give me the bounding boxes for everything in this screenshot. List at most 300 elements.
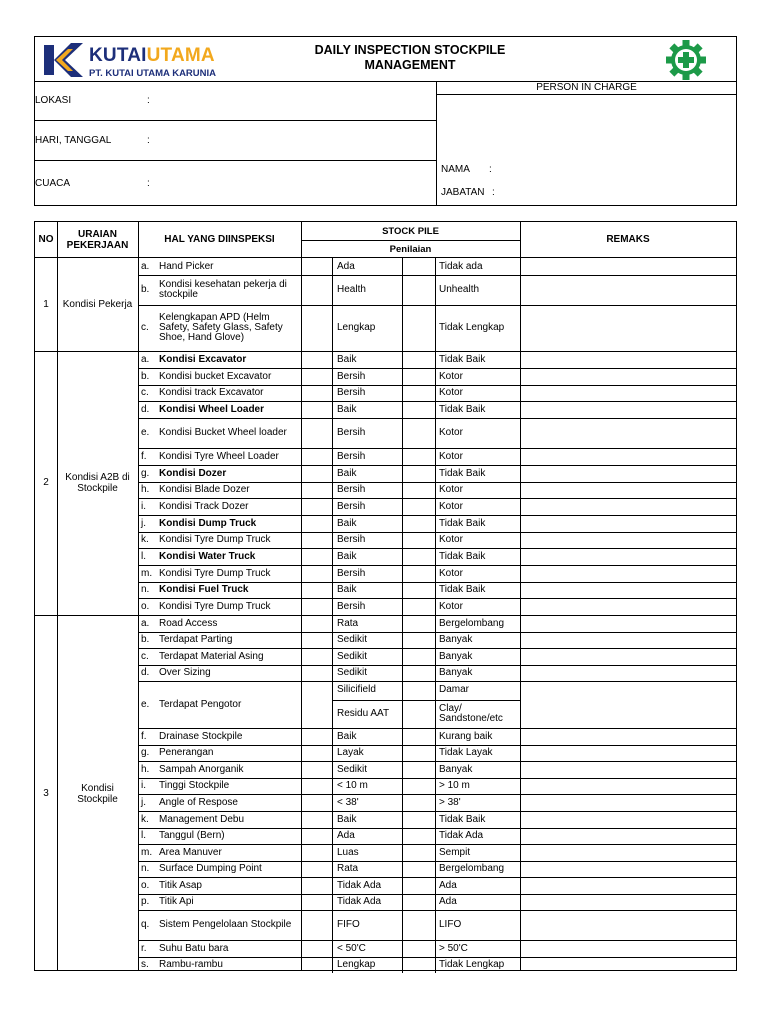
- item-description: Kondisi Bucket Wheel loader: [159, 427, 287, 438]
- group-name: Kondisi A2B di: [65, 472, 130, 483]
- rating-checkbox-option-1[interactable]: [303, 941, 331, 956]
- checkbox-left-edge: [332, 515, 333, 532]
- rating-checkbox-option-2[interactable]: [403, 369, 434, 384]
- remarks-cell[interactable]: [521, 369, 735, 384]
- rating-option-2: > 50'C: [439, 943, 468, 954]
- group-number: 2: [43, 477, 49, 488]
- item-description: Hand Picker: [159, 261, 214, 272]
- item-letter: b.: [141, 284, 150, 295]
- group-name: Stockpile: [77, 794, 118, 805]
- checkbox-divider: [435, 498, 436, 515]
- remarks-cell[interactable]: [521, 259, 735, 274]
- checkbox-divider: [435, 401, 436, 418]
- item-letter: d.: [141, 667, 150, 678]
- checkbox-divider: [435, 448, 436, 465]
- item-letter: h.: [141, 764, 150, 775]
- rating-option-1: Rata: [337, 618, 359, 629]
- checkbox-divider: [435, 565, 436, 582]
- group-name: Kondisi: [81, 783, 114, 794]
- remarks-cell[interactable]: [521, 449, 735, 464]
- rating-checkbox-option-2[interactable]: [403, 483, 434, 497]
- rating-checkbox-option-2[interactable]: [403, 633, 434, 647]
- rating-checkbox-option-1[interactable]: [303, 599, 331, 614]
- checkbox-divider: [435, 615, 436, 632]
- rating-option-2: Kotor: [439, 387, 463, 398]
- document-title: [275, 43, 545, 73]
- checkbox-left-edge: [332, 615, 333, 632]
- item-description: Kondisi bucket Excavator: [159, 371, 272, 382]
- group-name: Stockpile: [77, 483, 118, 494]
- rating-option-1: Bersih: [337, 501, 366, 512]
- item-letter: i.: [141, 780, 146, 791]
- rating-checkbox-option-2[interactable]: [403, 616, 434, 631]
- field-hari-tanggal-colon: :: [147, 135, 150, 146]
- remarks-cell[interactable]: [521, 682, 735, 727]
- rating-checkbox-option-1[interactable]: [303, 402, 331, 417]
- field-cuaca-colon: :: [147, 178, 150, 189]
- rating-checkbox-option-2[interactable]: [403, 533, 434, 547]
- checkbox-left-edge: [332, 418, 333, 448]
- rating-checkbox-option-2[interactable]: [403, 276, 434, 304]
- rating-checkbox-option-1[interactable]: [303, 449, 331, 464]
- item-letter: c.: [141, 651, 149, 662]
- rating-option-1: Sedikit: [337, 764, 368, 775]
- remarks-cell[interactable]: [521, 276, 735, 304]
- remarks-cell[interactable]: [521, 583, 735, 597]
- safety-cross-gear-icon: [663, 39, 709, 81]
- item-letter: n.: [141, 584, 150, 595]
- checkbox-left-edge: [332, 482, 333, 498]
- checkbox-left-edge: [332, 351, 333, 368]
- remarks-cell[interactable]: [521, 386, 735, 400]
- item-description: Sistem Pengelolaan Stockpile: [159, 919, 292, 930]
- column-header-no: NO: [38, 234, 54, 245]
- rating-option-2b: Clay/: [439, 703, 462, 714]
- remarks-cell[interactable]: [521, 746, 735, 760]
- rating-option-1: Luas: [337, 847, 359, 858]
- col-divider-no: [57, 222, 58, 970]
- document-title-line-2: MANAGEMENT: [364, 58, 456, 72]
- rating-checkbox-option-2[interactable]: [403, 499, 434, 514]
- person-in-charge-box: [437, 82, 736, 206]
- rating-option-1: Baik: [337, 354, 357, 365]
- checkbox-divider: [435, 598, 436, 615]
- document-title-line-1: DAILY INSPECTION STOCKPILE: [314, 43, 506, 57]
- rating-checkbox-option-2[interactable]: [403, 779, 434, 793]
- item-letter: a.: [141, 354, 150, 365]
- rating-option-1: Bersih: [337, 371, 366, 382]
- item-description: Kondisi Wheel Loader: [159, 404, 265, 415]
- item-description: Kondisi Excavator: [159, 354, 247, 365]
- group-number: 1: [43, 299, 49, 310]
- rating-checkbox-option-2[interactable]: [403, 466, 434, 481]
- rating-checkbox-option-2[interactable]: [403, 649, 434, 664]
- rating-option-2: Banyak: [439, 764, 473, 775]
- rating-checkbox-option-1[interactable]: [303, 779, 331, 793]
- checkbox-left-edge: [332, 448, 333, 465]
- checkbox-left-edge: [332, 665, 333, 681]
- item-letter: b.: [141, 634, 150, 645]
- checkbox-left-edge: [332, 498, 333, 515]
- rating-checkbox-option-1[interactable]: [303, 352, 331, 367]
- brand-name-part-2: UTAMA: [146, 45, 215, 66]
- item-description: Angle of Respose: [159, 797, 238, 808]
- remarks-cell[interactable]: [521, 616, 735, 631]
- rating-option-1: Tidak Ada: [337, 880, 382, 891]
- rating-checkbox-option-2[interactable]: [403, 845, 434, 860]
- remarks-cell[interactable]: [521, 829, 735, 843]
- checkbox-divider: [435, 681, 436, 728]
- rating-checkbox-option-2[interactable]: [403, 386, 434, 400]
- item-letter: g.: [141, 468, 150, 479]
- rating-checkbox-option-2[interactable]: [403, 746, 434, 760]
- item-letter: k.: [141, 534, 149, 545]
- remarks-cell[interactable]: [521, 516, 735, 531]
- rating-option-2: Kotor: [439, 427, 463, 438]
- rating-option-2: Ada: [439, 896, 457, 907]
- remarks-cell[interactable]: [521, 895, 735, 909]
- rating-option-1: Baik: [337, 814, 357, 825]
- rating-checkbox-option-1[interactable]: [303, 911, 331, 939]
- rating-option-1: FIFO: [337, 919, 360, 930]
- checkbox-left-edge: [332, 877, 333, 894]
- checkbox-left-edge: [332, 465, 333, 482]
- remarks-cell[interactable]: [521, 599, 735, 614]
- rating-checkbox-option-1[interactable]: [303, 549, 331, 564]
- header-title-row: [35, 37, 736, 82]
- checkbox-divider: [435, 761, 436, 778]
- rating-checkbox-option-2[interactable]: [403, 862, 434, 876]
- checkbox-left-edge: [332, 761, 333, 778]
- rating-checkbox-option-2[interactable]: [403, 583, 434, 597]
- remarks-cell[interactable]: [521, 306, 735, 350]
- rating-option-2: Tidak Baik: [439, 551, 486, 562]
- rating-checkbox-option-1[interactable]: [303, 566, 331, 581]
- checkbox-divider: [435, 665, 436, 681]
- remarks-cell[interactable]: [521, 483, 735, 497]
- remarks-cell[interactable]: [521, 549, 735, 564]
- rating-checkbox-option-1[interactable]: [303, 862, 331, 876]
- rating-option-2: Bergelombang: [439, 618, 505, 629]
- checkbox-left-edge: [332, 861, 333, 877]
- rating-checkbox-option-2[interactable]: [403, 566, 434, 581]
- item-letter: f.: [141, 731, 147, 742]
- rating-option-2: Banyak: [439, 667, 473, 678]
- rating-option-2: Tidak Lengkap: [439, 959, 505, 970]
- rating-option-2: Damar: [439, 684, 470, 695]
- item-letter: l.: [141, 551, 146, 562]
- item-description: Kondisi Fuel Truck: [159, 584, 249, 595]
- checkbox-divider: [435, 305, 436, 351]
- item-letter: b.: [141, 371, 150, 382]
- rating-option-1: Lengkap: [337, 959, 376, 970]
- rating-checkbox-option-2[interactable]: [403, 419, 434, 447]
- header-bottom-line: [35, 257, 736, 258]
- item-description: Kondisi Tyre Wheel Loader: [159, 451, 279, 462]
- kutai-utama-logo-icon: [41, 41, 85, 79]
- item-description: Terdapat Material Asing: [159, 651, 264, 662]
- item-letter: j.: [141, 797, 146, 808]
- rating-option-2: Tidak Baik: [439, 518, 486, 529]
- column-header-uraian-line-2: PEKERJAAN: [66, 240, 129, 251]
- remarks-cell[interactable]: [521, 762, 735, 777]
- rating-checkbox-option-2[interactable]: [403, 352, 434, 367]
- rating-checkbox-option-1[interactable]: [303, 649, 331, 664]
- item-description: Shoe, Hand Glove): [159, 332, 245, 343]
- rating-checkbox-option-2[interactable]: [403, 729, 434, 744]
- item-description: Kondisi Blade Dozer: [159, 484, 250, 495]
- checkbox-left-edge: [332, 648, 333, 665]
- item-letter: o.: [141, 880, 150, 891]
- remarks-cell[interactable]: [521, 729, 735, 744]
- rating-option-2: Kotor: [439, 601, 463, 612]
- item-description: Tanggul (Bern): [159, 830, 225, 841]
- item-letter: o.: [141, 601, 150, 612]
- remarks-cell[interactable]: [521, 812, 735, 827]
- item-letter: r.: [141, 943, 147, 954]
- rating-checkbox-option-2[interactable]: [403, 812, 434, 827]
- checkbox-divider: [435, 532, 436, 548]
- item-letter: l.: [141, 830, 146, 841]
- remarks-cell[interactable]: [521, 649, 735, 664]
- rating-checkbox-option-1[interactable]: [303, 795, 331, 810]
- rating-checkbox-option-1[interactable]: [303, 829, 331, 843]
- item-letter: e.: [141, 427, 150, 438]
- item-description: Kondisi Water Truck: [159, 551, 256, 562]
- rating-checkbox-option-1[interactable]: [303, 369, 331, 384]
- remarks-cell[interactable]: [521, 958, 735, 972]
- rating-checkbox-option-1[interactable]: [303, 666, 331, 680]
- rating-checkbox-option-2[interactable]: [403, 878, 434, 893]
- checkbox-divider: [435, 778, 436, 794]
- rating-checkbox-option-2[interactable]: [403, 762, 434, 777]
- rating-option-2: Kotor: [439, 371, 463, 382]
- item-description: Drainase Stockpile: [159, 731, 243, 742]
- item-description: Kondisi kesehatan pekerja di: [159, 279, 287, 290]
- rating-checkbox-option-2[interactable]: [403, 895, 434, 909]
- field-hari-tanggal-label: HARI, TANGGAL: [35, 135, 112, 146]
- rating-checkbox-option-1[interactable]: [303, 466, 331, 481]
- inspection-table: [34, 221, 737, 971]
- checkbox-left-edge: [332, 632, 333, 648]
- rating-checkbox-option-2[interactable]: [403, 829, 434, 843]
- rating-option-2: Kurang baik: [439, 731, 493, 742]
- rating-checkbox-option-1[interactable]: [303, 762, 331, 777]
- rating-option-1: Silicifield: [337, 684, 376, 695]
- rating-checkbox-option-2[interactable]: [403, 306, 434, 350]
- rating-option-2: Kotor: [439, 534, 463, 545]
- remarks-cell[interactable]: [521, 419, 735, 447]
- rating-option-2: Bergelombang: [439, 863, 505, 874]
- remarks-cell[interactable]: [521, 566, 735, 581]
- rating-option-1: Bersih: [337, 534, 366, 545]
- rating-checkbox-option-1[interactable]: [303, 386, 331, 400]
- rating-checkbox-option-1[interactable]: [303, 682, 331, 727]
- jabatan-colon: :: [492, 187, 495, 198]
- col-divider-hal: [301, 222, 302, 970]
- rating-checkbox-option-2[interactable]: [403, 795, 434, 810]
- field-lokasi: [35, 82, 436, 121]
- remarks-cell[interactable]: [521, 911, 735, 939]
- item-description: Safety, Safety Glass, Safety: [159, 322, 283, 333]
- rating-option-1: Bersih: [337, 484, 366, 495]
- rating-option-1: Baik: [337, 468, 357, 479]
- document-header: [34, 36, 737, 206]
- rating-checkbox-option-1[interactable]: [303, 616, 331, 631]
- rating-checkbox-option-1[interactable]: [303, 878, 331, 893]
- checkbox-left-edge: [332, 401, 333, 418]
- rating-checkbox-option-1[interactable]: [303, 583, 331, 597]
- nama-colon: :: [489, 164, 492, 175]
- rating-checkbox-option-2[interactable]: [403, 259, 434, 274]
- rating-checkbox-option-2[interactable]: [403, 666, 434, 680]
- item-description: Road Access: [159, 618, 218, 629]
- rating-checkbox-option-1[interactable]: [303, 845, 331, 860]
- rating-option-1b: Residu AAT: [337, 708, 390, 719]
- rating-option-2: Banyak: [439, 634, 473, 645]
- rating-checkbox-option-2[interactable]: [403, 402, 434, 417]
- item-description: Kondisi Tyre Dump Truck: [159, 568, 271, 579]
- group-number: 3: [43, 788, 49, 799]
- remarks-cell[interactable]: [521, 862, 735, 876]
- field-cuaca-label: CUACA: [35, 178, 71, 189]
- remarks-cell[interactable]: [521, 533, 735, 547]
- remarks-cell[interactable]: [521, 845, 735, 860]
- rating-checkbox-option-1[interactable]: [303, 259, 331, 274]
- item-letter: i.: [141, 501, 146, 512]
- rating-option-2: Tidak Lengkap: [439, 322, 505, 333]
- header-info-fields: [35, 82, 437, 206]
- remarks-cell[interactable]: [521, 941, 735, 956]
- rating-option-2: Kotor: [439, 484, 463, 495]
- item-description: Surface Dumping Point: [159, 863, 262, 874]
- remarks-cell[interactable]: [521, 795, 735, 810]
- item-description: Suhu Batu bara: [159, 943, 229, 954]
- item-description: Kondisi track Excavator: [159, 387, 264, 398]
- rating-checkbox-option-2[interactable]: [403, 958, 434, 972]
- rating-checkbox-option-1[interactable]: [303, 483, 331, 497]
- rating-option-2: > 10 m: [439, 780, 470, 791]
- checkbox-divider: [435, 745, 436, 761]
- column-header-stock-pile: STOCK PILE: [382, 226, 439, 237]
- rating-option-1: Baik: [337, 584, 357, 595]
- rating-option-1: Sedikit: [337, 634, 368, 645]
- rating-checkbox-option-2[interactable]: [403, 449, 434, 464]
- checkbox-divider: [435, 548, 436, 565]
- checkbox-left-edge: [332, 957, 333, 973]
- item-description: Kelengkapan APD (Helm: [159, 312, 270, 323]
- column-header-remaks: REMAKS: [606, 234, 650, 245]
- remarks-cell[interactable]: [521, 466, 735, 481]
- rating-checkbox-option-1[interactable]: [303, 729, 331, 744]
- rating-checkbox-option-2[interactable]: [403, 516, 434, 531]
- checkbox-divider: [435, 385, 436, 401]
- checkbox-divider: [435, 582, 436, 598]
- rating-checkbox-option-1[interactable]: [303, 499, 331, 514]
- remarks-cell[interactable]: [521, 779, 735, 793]
- rating-option-1: Baik: [337, 404, 357, 415]
- checkbox-left-edge: [332, 368, 333, 385]
- rating-checkbox-option-1[interactable]: [303, 533, 331, 547]
- item-letter: k.: [141, 814, 149, 825]
- checkbox-left-edge: [332, 598, 333, 615]
- remarks-cell[interactable]: [521, 499, 735, 514]
- checkbox-left-edge: [332, 385, 333, 401]
- rating-checkbox-option-2[interactable]: [403, 941, 434, 956]
- checkbox-divider: [435, 877, 436, 894]
- remarks-cell[interactable]: [521, 878, 735, 893]
- checkbox-divider: [435, 258, 436, 275]
- rating-option-2: Sempit: [439, 847, 471, 858]
- rating-checkbox-option-1[interactable]: [303, 306, 331, 350]
- checkbox-divider: [435, 418, 436, 448]
- rating-option-2: Kotor: [439, 501, 463, 512]
- rating-option-2: Tidak Baik: [439, 814, 486, 825]
- rating-checkbox-option-1[interactable]: [303, 516, 331, 531]
- checkbox-divider: [435, 368, 436, 385]
- rating-checkbox-option-1[interactable]: [303, 958, 331, 972]
- rating-option-1: Bersih: [337, 427, 366, 438]
- item-letter: e.: [141, 699, 150, 710]
- rating-checkbox-option-2[interactable]: [403, 911, 434, 939]
- item-description: Sampah Anorganik: [159, 764, 244, 775]
- item-letter: d.: [141, 404, 150, 415]
- checkbox-divider: [435, 794, 436, 811]
- remarks-cell[interactable]: [521, 633, 735, 647]
- checkbox-divider: [435, 648, 436, 665]
- item-description: Kondisi Track Dozer: [159, 501, 249, 512]
- rating-option-2: Tidak Baik: [439, 404, 486, 415]
- item-letter: j.: [141, 518, 146, 529]
- rating-checkbox-option-1[interactable]: [303, 276, 331, 304]
- checkbox-divider: [435, 515, 436, 532]
- column-header-penilaian: Penilaian: [389, 244, 432, 255]
- item-letter: h.: [141, 484, 150, 495]
- rating-option-1: Sedikit: [337, 667, 368, 678]
- checkbox-divider: [435, 632, 436, 648]
- jabatan-label: JABATAN: [441, 187, 485, 198]
- rating-option-2b: Sandstone/etc: [439, 713, 503, 724]
- rating-option-1: Baik: [337, 518, 357, 529]
- item-description: Kondisi Tyre Dump Truck: [159, 534, 271, 545]
- rating-option-1: Lengkap: [337, 322, 376, 333]
- rating-option-2: Kotor: [439, 568, 463, 579]
- rating-option-1: Tidak Ada: [337, 896, 382, 907]
- rating-option-2: Tidak Ada: [439, 830, 484, 841]
- rating-option-1: Bersih: [337, 568, 366, 579]
- rating-checkbox-option-1[interactable]: [303, 746, 331, 760]
- rating-option-1: Sedikit: [337, 651, 368, 662]
- rating-checkbox-option-2[interactable]: [403, 549, 434, 564]
- remarks-cell[interactable]: [521, 352, 735, 367]
- remarks-cell[interactable]: [521, 666, 735, 680]
- item-description: Tinggi Stockpile: [159, 780, 230, 791]
- column-header-uraian-line-1: URAIAN: [78, 229, 117, 240]
- rating-checkbox-option-1[interactable]: [303, 812, 331, 827]
- remarks-cell[interactable]: [521, 402, 735, 417]
- item-letter: p.: [141, 896, 150, 907]
- item-letter: q.: [141, 919, 150, 930]
- column-header-uraian: [57, 229, 138, 251]
- rating-checkbox-option-2[interactable]: [403, 682, 434, 727]
- rating-checkbox-option-2[interactable]: [403, 599, 434, 614]
- checkbox-left-edge: [332, 794, 333, 811]
- rating-checkbox-option-1[interactable]: [303, 895, 331, 909]
- rating-checkbox-option-1[interactable]: [303, 633, 331, 647]
- checkbox-divider: [435, 465, 436, 482]
- rating-checkbox-option-1[interactable]: [303, 419, 331, 447]
- rating-option-1: < 10 m: [337, 780, 368, 791]
